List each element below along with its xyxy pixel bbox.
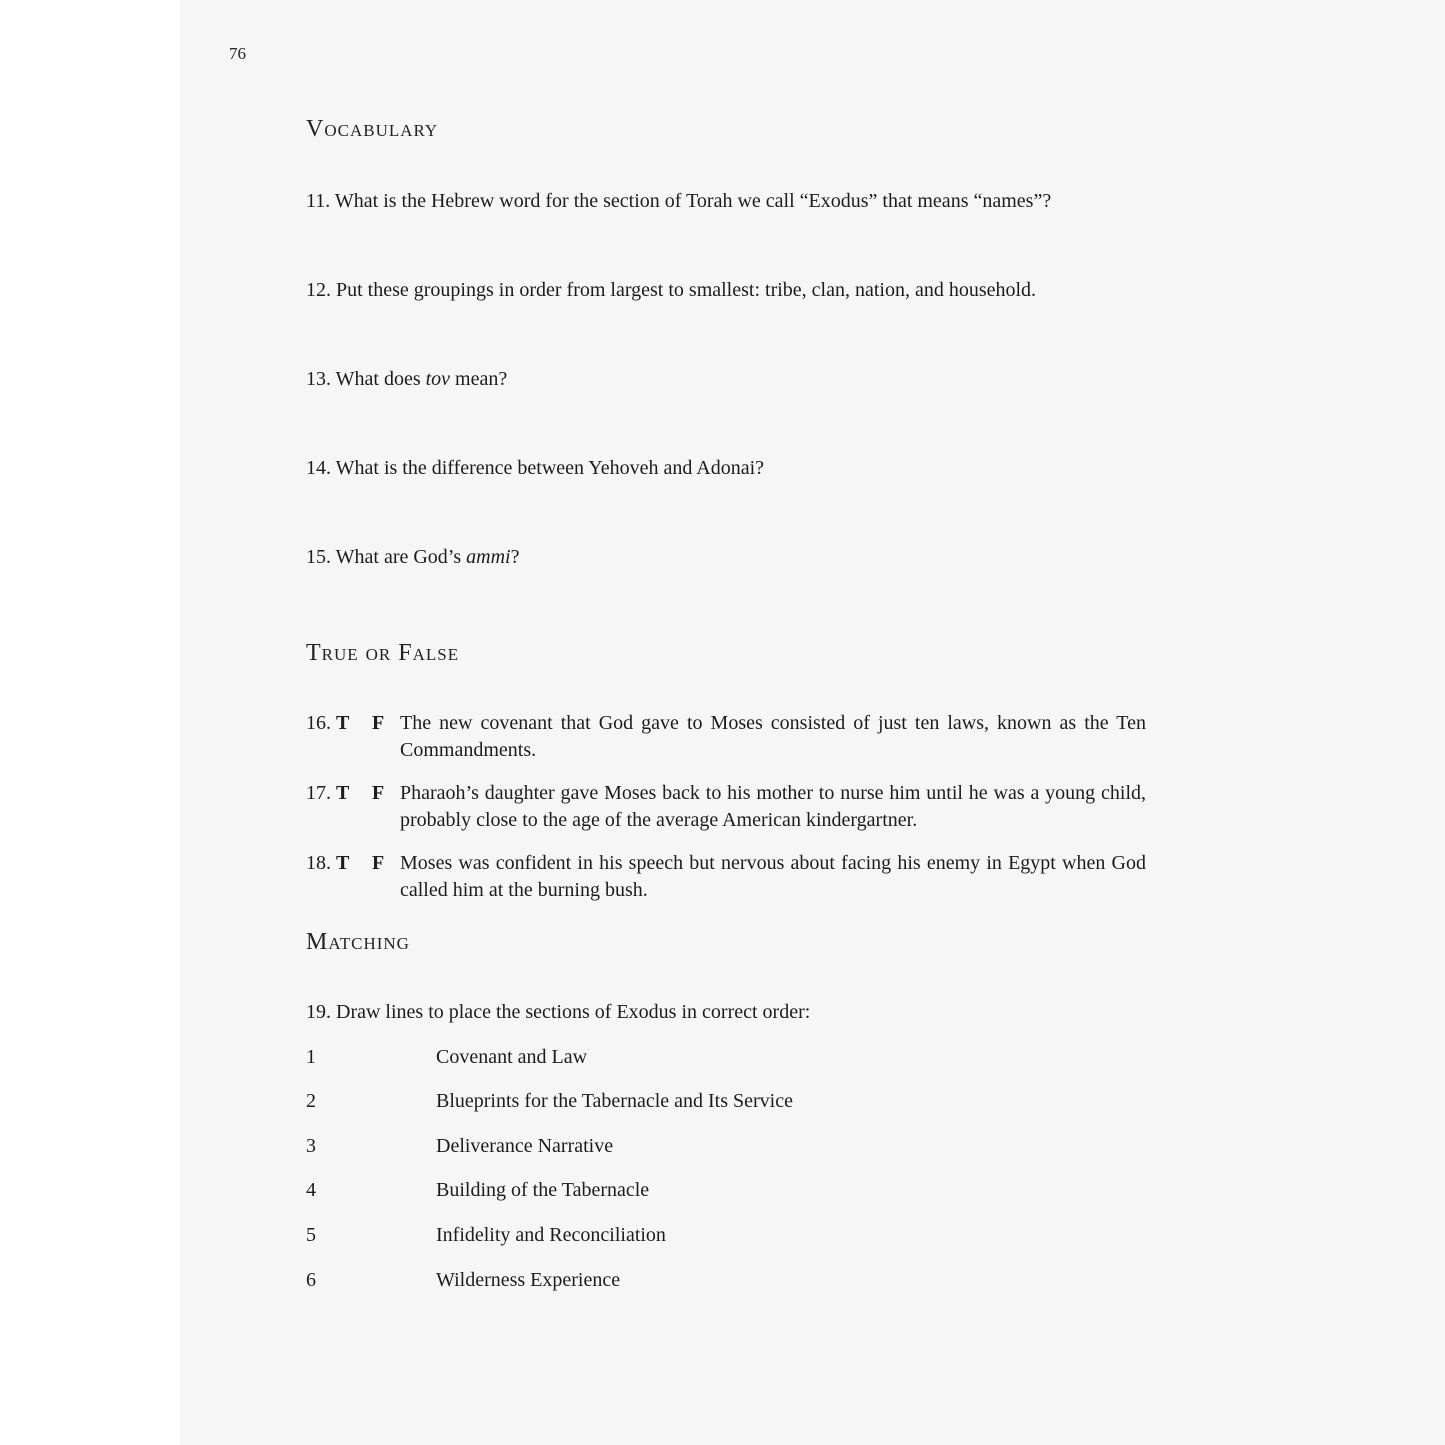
match-number[interactable]: 2 <box>306 1090 316 1112</box>
true-option[interactable]: T <box>336 712 350 734</box>
question-15-text-end: ? <box>510 546 520 568</box>
match-label[interactable]: Infidelity and Reconciliation <box>436 1224 666 1246</box>
question-13 <box>306 366 507 393</box>
question-13-text-end: mean? <box>450 368 508 390</box>
question-15-text-start: 15. What are God’s <box>306 546 467 568</box>
term-tov: tov <box>425 368 451 390</box>
match-label[interactable]: Covenant and Law <box>436 1046 588 1068</box>
tf-statement: Moses was confident in his speech but nervous about facing his enemy in Egypt when God called him at the burning bush. <box>400 852 1146 901</box>
match-number[interactable]: 3 <box>306 1135 316 1157</box>
question-19: 19. Draw lines to place the sections of Exodus in correct order: <box>306 1001 811 1023</box>
question-12: 12. Put these groupings in order from largest to smallest: tribe, clan, nation, and household. <box>306 279 1037 301</box>
page-number: 76 <box>229 44 246 63</box>
match-label[interactable]: Wilderness Experience <box>436 1269 621 1291</box>
false-option[interactable]: F <box>372 712 385 734</box>
tf-number: 18. <box>306 852 331 874</box>
question-14: 14. What is the difference between Yehoveh and Adonai? <box>306 457 765 479</box>
match-number[interactable]: 1 <box>306 1046 316 1068</box>
tf-statement: Pharaoh’s daughter gave Moses back to his mother to nurse him until he was a young child, probably close to the age of the average American kindergartner. <box>400 782 1146 831</box>
match-number[interactable]: 6 <box>306 1269 316 1291</box>
tf-statement: The new covenant that God gave to Moses consisted of just ten laws, known as the Ten Commandments. <box>400 712 1146 761</box>
true-option[interactable]: T <box>336 852 350 874</box>
match-label[interactable]: Deliverance Narrative <box>436 1135 614 1157</box>
question-15 <box>306 544 520 571</box>
matching-heading: Matching <box>306 929 410 955</box>
match-label[interactable]: Blueprints for the Tabernacle and Its Service <box>436 1090 793 1112</box>
tf-item-18 <box>306 850 1146 904</box>
tf-number: 16. <box>306 712 331 734</box>
true-option[interactable]: T <box>336 782 350 804</box>
tf-item-16 <box>306 710 1146 764</box>
question-11: 11. What is the Hebrew word for the section of Torah we call “Exodus” that means “names”? <box>306 190 1052 212</box>
false-option[interactable]: F <box>372 782 385 804</box>
true-false-heading: True or False <box>306 640 460 666</box>
tf-number: 17. <box>306 782 331 804</box>
vocabulary-heading: Vocabulary <box>306 116 439 142</box>
false-option[interactable]: F <box>372 852 385 874</box>
tf-item-17 <box>306 780 1146 834</box>
match-label[interactable]: Building of the Tabernacle <box>436 1179 650 1201</box>
term-ammi: ammi <box>466 546 511 568</box>
question-13-text-start: 13. What does <box>306 368 426 390</box>
match-number[interactable]: 4 <box>306 1179 316 1201</box>
match-number[interactable]: 5 <box>306 1224 316 1246</box>
